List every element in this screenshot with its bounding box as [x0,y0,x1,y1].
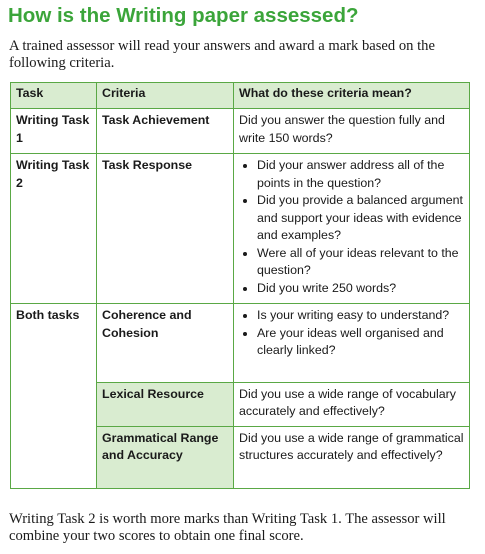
table-row [11,382,470,426]
task-cell: Writing Task 1 [11,109,97,154]
criteria-cell: Grammatical Range and Accuracy [97,426,234,489]
table-row [11,154,470,304]
task-cell: Writing Task 2 [11,154,97,304]
meaning-cell: Did you use a wide range of vocabulary accurately and effectively? [234,382,470,426]
meaning-cell: Did you use a wide range of grammatical structures accurately and effectively? [234,426,470,489]
task-cell-empty [11,426,97,489]
meaning-cell [234,304,470,383]
criteria-cell: Coherence and Cohesion [97,304,234,383]
list-item: • Were all of your ideas relevant to the question? [257,245,465,280]
table-row [11,109,470,154]
bullet-list [239,157,465,297]
list-item: • Is your writing easy to understand? [257,307,465,325]
list-item: • Are your ideas well organised and clearly linked? [257,325,465,360]
list-item: • Did your answer address all of the points in the question? [257,157,465,192]
bullet-list [239,307,465,360]
meaning-cell: Did you answer the question fully and write 150 words? [234,109,470,154]
header-meaning: What do these criteria mean? [234,83,470,109]
header-task: Task [11,83,97,109]
list-item: • Did you provide a balanced argument and support your ideas with evidence and examples? [257,192,465,245]
task-cell-empty [11,382,97,426]
task-cell: Both tasks [11,304,97,383]
table-header-row [11,83,470,109]
criteria-cell: Lexical Resource [97,382,234,426]
criteria-table [10,82,470,489]
page-title: How is the Writing paper assessed? [8,4,359,27]
footer-text: Writing Task 2 is worth more marks than Writing Task 1. The assessor will combine your two scores to obtain one final score. [9,511,446,544]
table-row [11,304,470,383]
header-criteria: Criteria [97,83,234,109]
list-item: • Did you write 250 words? [257,280,465,298]
criteria-cell: Task Achievement [97,109,234,154]
intro-text: A trained assessor will read your answers and award a mark based on the following criteria. [9,38,435,71]
meaning-cell [234,154,470,304]
criteria-cell: Task Response [97,154,234,304]
table-row [11,426,470,489]
